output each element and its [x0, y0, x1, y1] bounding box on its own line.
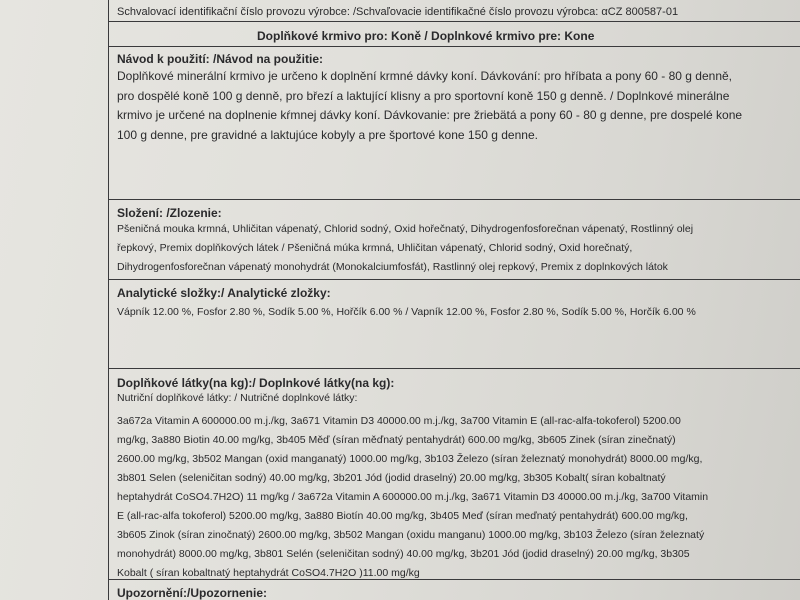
additives-line: 3b605 Zinok (síran zinočnatý) 2600.00 mg/kg, 3b502 Mangan (oxidu manganu) 1000.00 mg/kg, 3b103 Železo (síran železnatý [117, 529, 705, 541]
approval-number-line: Schvalovací identifikační číslo provozu výrobce: /Schvaľovacie identifikačné číslo provozu výrobca: αCZ 800587-01 [117, 6, 679, 18]
usage-line: 100 g denne, pre gravidné a laktujúce kobyly a pre športové kone 150 g denne. [117, 127, 538, 142]
warning-heading: Upozornění:/Upozornenie: [117, 586, 267, 600]
additives-line: heptahydrát CoSO4.7H2O) 11 mg/kg / 3a672a Vitamin A 600000.00 m.j./kg, 3a671 Vitamin D3 40000.00 m.j./kg, 3a700 Vitamin [117, 491, 709, 503]
analytical-heading: Analytické složky:/ Analytické zložky: [117, 286, 331, 300]
additives-heading: Doplňkové látky(na kg):/ Doplnkové látky(na kg): [117, 376, 395, 390]
composition-line: Pšeničná mouka krmná, Uhličitan vápenatý, Chlorid sodný, Oxid hořečnatý, Dihydrogenfosforečnan vápenatý, Rostlinný olej [117, 223, 694, 235]
divider [108, 46, 800, 47]
composition-line: řepkový, Premix doplňkových látek / Pšeničná múka krmná, Uhličitan vápenatý, Chlorid sodný, Oxid horečnatý, [117, 242, 633, 254]
composition-line: Dihydrogenfosforečnan vápenatý monohydrát (Monokalciumfosfát), Rastlinný olej repkový, Premix z doplnkových látok [117, 261, 668, 273]
usage-line: pro dospělé koně 100 g denně, pro březí a laktující klisny a pro sportovní koně 150 g denně. / Doplnkové minerálne [117, 88, 730, 103]
divider [108, 21, 800, 22]
divider [108, 199, 800, 200]
additives-line: 3a672a Vitamin A 600000.00 m.j./kg, 3a671 Vitamin D3 40000.00 m.j./kg, 3a700 Vitamin E (all-rac-alfa-tokoferol) 5200.00 [117, 415, 681, 427]
additives-subheading: Nutriční doplňkové látky: / Nutričné doplnkové látky: [117, 392, 358, 404]
usage-line: Doplňkové minerální krmivo je určeno k doplnění krmné dávky koní. Dávkování: pro hříbata a pony 60 - 80 g denně, [117, 69, 733, 83]
additives-line: mg/kg, 3a880 Biotin 40.00 mg/kg, 3b405 Měď (síran měďnatý pentahydrát) 600.00 mg/kg, 3b605 Zinek (síran zinečnatý) [117, 434, 676, 446]
usage-line: krmivo je určené na doplnenie kŕmnej dávky koní. Dávkovanie: pre žriebätá a pony 60 - 80 g denne, pre dospelé kone [117, 108, 743, 122]
frame-left [108, 0, 109, 600]
composition-text [117, 220, 693, 277]
product-title: Doplňkové krmivo pro: Koně / Doplnkové krmivo pre: Kone [257, 29, 595, 43]
additives-line: 2600.00 mg/kg, 3b502 Mangan (oxid manganatý) 1000.00 mg/kg, 3b103 Železo (síran železnatý monohydrát) 8000.00 mg/kg, [117, 453, 703, 465]
composition-heading: Složení: /Zlozenie: [117, 206, 222, 220]
usage-text [117, 67, 742, 145]
additives-text [117, 412, 708, 583]
usage-heading: Návod k použití: /Návod na použitie: [117, 52, 324, 66]
analytical-line: Vápník 12.00 %, Fosfor 2.80 %, Sodík 5.00 %, Hořčík 6.00 % / Vapník 12.00 %, Fosfor 2.80 %, Sodík 5.00 %, Horčík 6.00 % [117, 306, 696, 318]
divider [108, 368, 800, 369]
divider [108, 279, 800, 280]
additives-line: Kobalt ( síran kobaltnatý heptahydrát CoSO4.7H2O )11.00 mg/kg [117, 567, 420, 579]
analytical-text [117, 303, 696, 322]
additives-line: monohydrát) 8000.00 mg/kg, 3b801 Selén (seleničitan sodný) 40.00 mg/kg, 3b201 Jód (jodid draselný) 20.00 mg/kg, 3b305 [117, 548, 690, 560]
divider [108, 579, 800, 580]
additives-line: E (all-rac-alfa tokoferol) 5200.00 mg/kg, 3a880 Biotín 40.00 mg/kg, 3b405 Meď (síran meďnatý pentahydrát) 600.00 mg/kg, [117, 510, 688, 522]
additives-line: 3b801 Selen (seleničitan sodný) 40.00 mg/kg, 3b201 Jód (jodid draselný) 20.00 mg/kg, 3b305 Kobalt( síran kobaltnatý [117, 472, 666, 484]
